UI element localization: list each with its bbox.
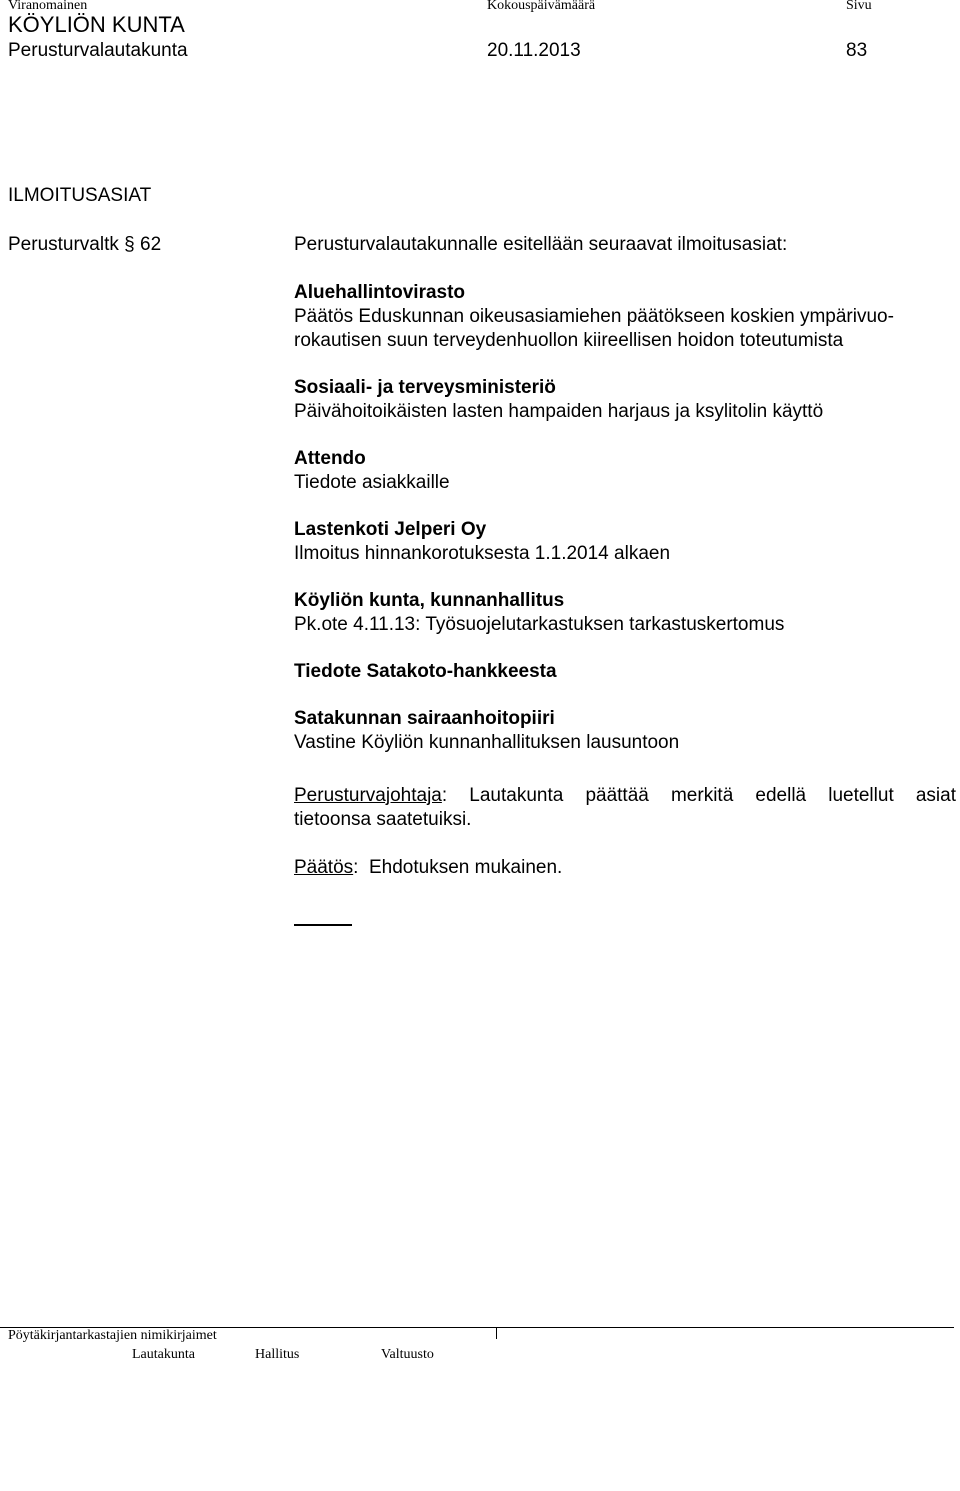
proposal-word: Lautakunta [469, 785, 564, 806]
footer-col-board: Hallitus [255, 1347, 300, 1362]
list-item [294, 707, 960, 755]
list-item [294, 660, 960, 684]
item-reference: Perusturvaltk § 62 [8, 234, 162, 255]
announcement-list [294, 281, 960, 778]
proposal-line-1: Perusturvajohtaja: Lautakunta päättää merkitä edellä luetellut asiat [294, 785, 956, 806]
footer-col-committee: Lautakunta [132, 1347, 195, 1362]
header-label-meeting-date: Kokouspäivämäärä [487, 0, 596, 13]
proposal-line-2: tietoonsa saatetuiksi. [294, 809, 472, 830]
decision-label: Päätös [294, 857, 354, 878]
entry-title: Tiedote Satakoto-hankkeesta [294, 661, 557, 682]
entry-line: rokautisen suun terveydenhuollon kiireellisen hoidon toteutumista [294, 330, 844, 351]
header-label-authority: Viranomainen [8, 0, 88, 13]
footer-divider [496, 1327, 497, 1339]
entry-line: Vastine Köyliön kunnanhallituksen lausuntoon [294, 732, 680, 753]
section-title: ILMOITUSASIAT [8, 185, 152, 206]
proposal-word: edellä [755, 785, 807, 806]
entry-line: Ilmoitus hinnankorotuksesta 1.1.2014 alkaen [294, 543, 671, 564]
committee-name: Perusturvalautakunta [8, 40, 188, 61]
list-item [294, 376, 960, 424]
entry-line: Pk.ote 4.11.13: Työsuojelutarkastuksen tarkastuskertomus [294, 614, 785, 635]
proposal [294, 784, 956, 832]
header-label-page: Sivu [846, 0, 872, 13]
list-item [294, 518, 960, 566]
footer-initials-table [0, 1327, 954, 1367]
entry-line: Päätös Eduskunnan oikeusasiamiehen päätökseen koskien ympärivuo- [294, 306, 894, 327]
proposal-label: Perusturvajohtaja [294, 785, 442, 806]
meeting-date: 20.11.2013 [487, 40, 581, 61]
proposal-word: merkitä [670, 785, 734, 806]
page-number: 83 [846, 40, 868, 61]
proposal-word: asiat [915, 785, 956, 806]
entry-title: Lastenkoti Jelperi Oy [294, 519, 487, 540]
list-item [294, 589, 960, 637]
entry-title: Attendo [294, 448, 366, 469]
list-item [294, 281, 960, 353]
footer-initials-label: Pöytäkirjantarkastajien nimikirjaimet [8, 1328, 217, 1343]
entry-title: Satakunnan sairaanhoitopiiri [294, 708, 555, 729]
decision-text: Ehdotuksen mukainen. [369, 857, 563, 878]
entry-line: Tiedote asiakkaille [294, 472, 450, 493]
proposal-word: päättää [585, 785, 649, 806]
entry-line: Päivähoitoikäisten lasten hampaiden harjaus ja ksylitolin käyttö [294, 401, 824, 422]
item-intro: Perusturvalautakunnalle esitellään seuraavat ilmoitusasiat: [294, 234, 788, 255]
footer-col-council: Valtuusto [381, 1347, 434, 1362]
end-rule [294, 924, 352, 926]
municipality-name: KÖYLIÖN KUNTA [8, 12, 185, 37]
entry-title: Köyliön kunta, kunnanhallitus [294, 590, 565, 611]
decision: Päätös: Ehdotuksen mukainen. [294, 857, 563, 878]
entry-title: Aluehallintovirasto [294, 282, 466, 303]
entry-title: Sosiaali- ja terveysministeriö [294, 377, 556, 398]
proposal-word: luetellut [828, 785, 894, 806]
list-item [294, 447, 960, 495]
